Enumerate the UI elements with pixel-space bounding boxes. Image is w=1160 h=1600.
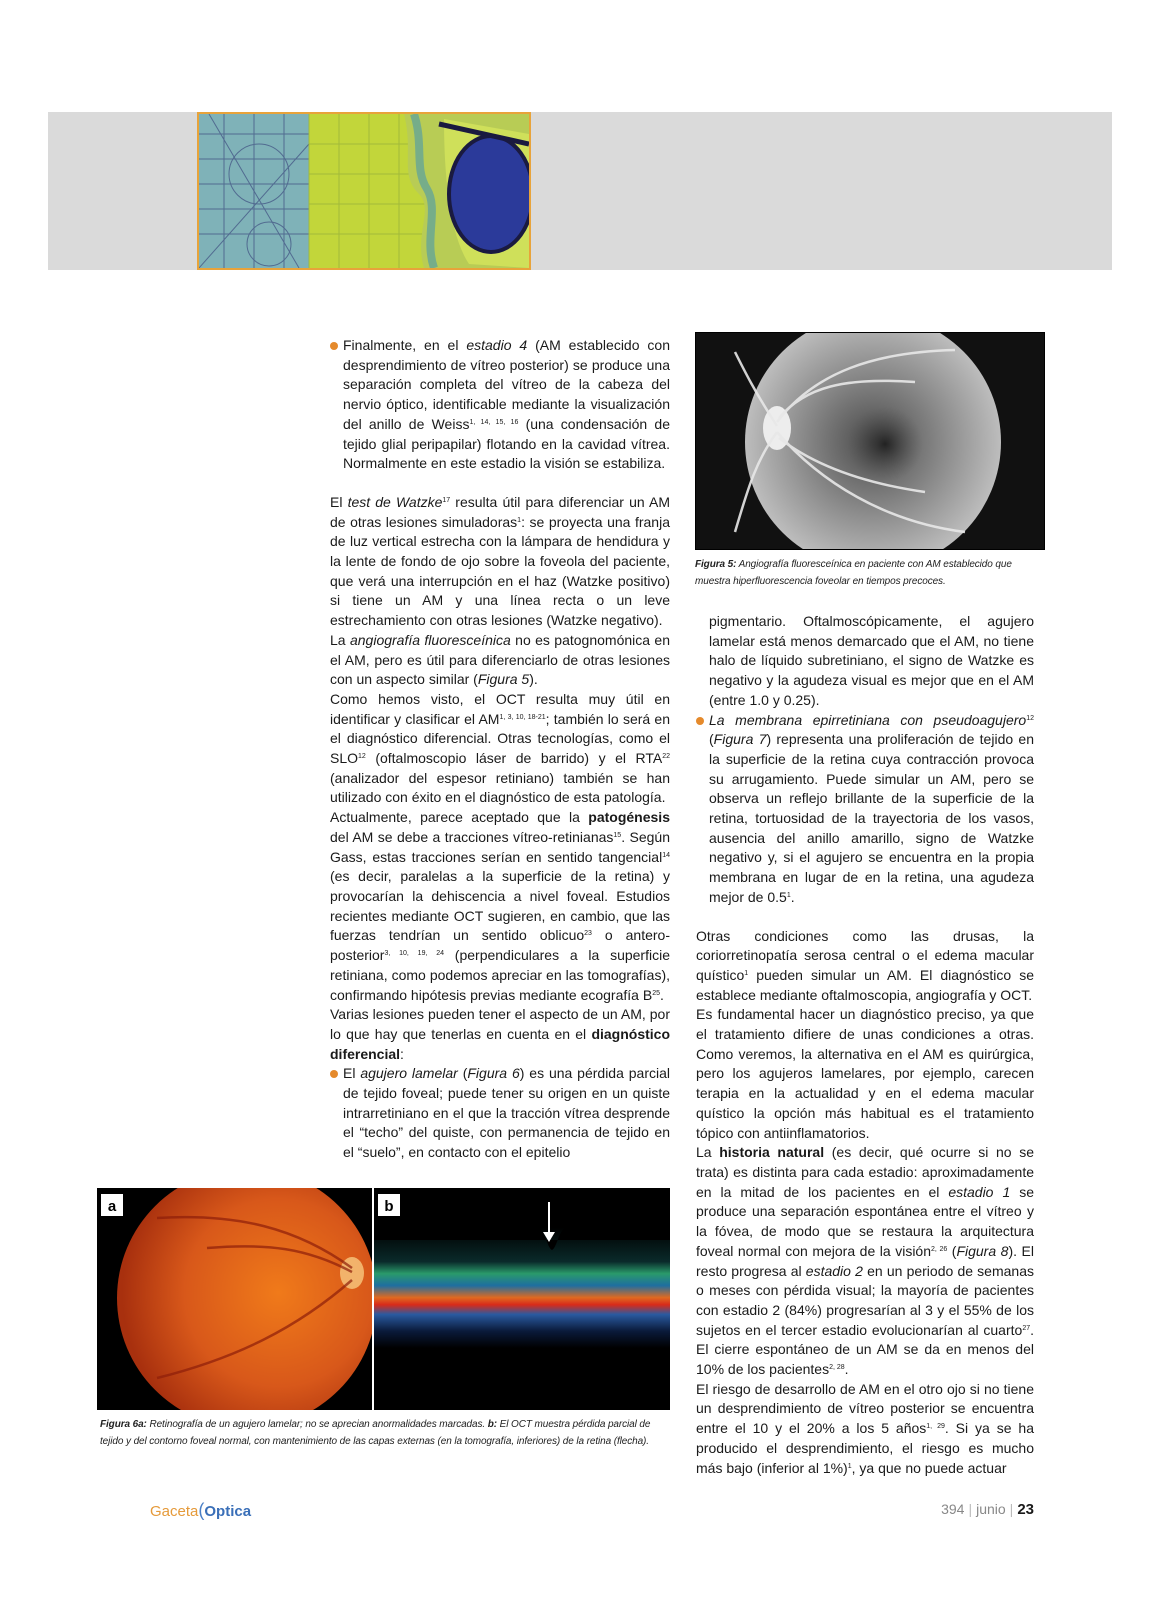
header-illustration [197, 112, 531, 270]
figure-5-image [695, 332, 1045, 550]
paragraph-differential-diagnosis: Varias lesiones pueden tener el aspecto de un AM, por lo que hay que tenerlas en cuenta en el diagnóstico diferencial: [330, 1006, 670, 1062]
left-column [330, 336, 670, 1163]
paragraph-lamellar-hole-continued: pigmentario. Oftalmoscópicamente, el agujero lamelar está menos demarcado que el AM, no tiene halo de líquido subretiniano, el signo de Watzke es negativo y la agudeza visual es mejor que en el AM (entre 1.0 y 0.25). [709, 613, 1034, 708]
paragraph-stage-4: Finalmente, en el estadio 4 (AM establecido con desprendimiento de vítreo posterior) se produce una separación completa del vítreo de la cabeza del nervio óptico, identificable mediante la visualización del anillo de Weiss$^{1, 14, 15, 16}$ (una condensación de tejido glial peripapilar) flotando en la cavidad vítrea. Normalmente en este estadio la visión se estabiliza. [330, 336, 670, 474]
figure-5-caption-text: Angiografía fluoresceínica en paciente con AM establecido que muestra hiperfluorescencia foveolar en tiempos precoces. [695, 559, 1012, 587]
paragraph-natural-history: La historia natural (es decir, qué ocurre si no se trata) es distinta para cada estadio: aproximadamente en la mitad de los pacientes en el estadio 1 se produce una separación espontánea entre el vítreo y la fóvea, de modo que se restaura la arquitectura foveal normal con mejora de la visión$^{2, 26}$ (Figura 8). El resto progresa al estadio 2 en un periodo de semanas o meses con pérdida visual; la mayoría de pacientes con estadio 2 (84%) progresarían al 3 y el 55% de los sujetos en el tercer estadio evolucionarían al cuarto$^{27}$. El cierre espontáneo de un AM se da en menos del 10% de los pacientes$^{2, 28}$. [696, 1144, 1034, 1378]
paragraph-pathogenesis: Actualmente, parece aceptado que la patogénesis del AM se debe a tracciones vítreo-retinianas$^{15}$. Según Gass, estas tracciones serían en sentido tangencial$^{14}$ (es decir, paralelas a la superficie de la retina) y provocarían la dehiscencia a nivel foveal. Estudios recientes mediante OCT sugieren, en cambio, que las fuerzas tendrían un sentido oblicuo$^{23}$ o antero-posterior$^{3, 10, 19, 24}$ (perpendiculares a la superficie retiniana, como podemos apreciar en las tomografías), confirmando hipótesis previas mediante ecografía $B^{25}$. [330, 809, 671, 1003]
footer-separator: | [968, 1501, 973, 1517]
paragraph-watzke-test: El test de Watzke$^{17}$ resulta útil para diferenciar un AM de otras lesiones simuladoras$^1$: se proyecta una franja de luz vertical estrecha con la lámpara de hendidura y la lente de fondo de ojo sobre la foveola del paciente, que verá una interrupción en el haz (Watzke positivo) si tiene un AM y una línea recta o un leve estrechamiento con otras lesiones (Watzke negativo). [330, 493, 671, 629]
paragraph-precise-diagnosis: Es fundamental hacer un diagnóstico preciso, ya que el tratamiento difiere de unas condiciones a otras. Como veremos, la alternativa en el AM es quirúrgica, pero los agujeros lamelares, por ejemplo, carecen terapia en la actualidad y en el edema macular quístico la opción más habitual es el tratamiento tópico con antiinflamatorios. [696, 1006, 1034, 1141]
footer-separator: | [1009, 1501, 1014, 1517]
figure-5-caption-label: Figura 5: [695, 559, 737, 570]
paragraph-epiretinal-membrane: La membrana epirretiniana con pseudoagujero$^{12}$ (Figura 7) representa una proliferación de tejido en la superficie de la retina cuya contracción provoca su arrugamiento. Puede simular un AM, pero se observa un reflejo brillante de la superficie de la retina, tortuosidad de la trayectoria de los vasos, ausencia del anillo amarillo, signo de Watzke negativo y, si el agujero se encuentra en la propia membrana en lugar de en la retina, una agudeza mejor de $0.5^1$. [696, 711, 1034, 908]
footer-brand-optica: Optica [204, 1503, 252, 1520]
figure-6-panel-b-label: b [384, 1198, 394, 1215]
page-number: 23 [1017, 1501, 1034, 1518]
header-illustration-graphic [199, 114, 529, 268]
paragraph-lamellar-hole: El agujero lamelar (Figura 6) es una pérdida parcial de tejido foveal; puede tener su origen en un quiste intrarretiniano en el que la tracción vítrea desprende el “techo” del quiste, con permanencia de tejido en el “suelo”, en contacto con el epitelio [330, 1064, 670, 1163]
figure-6-images [97, 1188, 670, 1410]
figure-6-caption-text-a: Retinografía de un agujero lamelar; no se aprecian anormalidades marcadas. [146, 1419, 488, 1430]
figure-6-caption-label-a: Figura 6a: [100, 1419, 147, 1430]
footer-month: junio [976, 1501, 1006, 1517]
figure-6-caption-label-b: b: [487, 1419, 497, 1430]
paragraph-risk-other-eye: El riesgo de desarrollo de AM en el otro ojo si no tiene un desprendimiento de vítreo posterior se encuentra entre el 10 y el 20% a los 5 años$^{1, 29}$. Si ya se ha producido el desprendimiento, el riesgo es mucho más bajo (inferior al 1%)$^1$, ya que no puede actuar [696, 1380, 1034, 1476]
figure-6-image [97, 1188, 670, 1410]
footer-brand-gaceta: Gaceta [150, 1503, 199, 1520]
figure-5-angiography [695, 332, 1045, 550]
figure-6-caption-text-b: El OCT muestra pérdida parcial de tejido y del contorno foveal normal, con mantenimiento de las capas externas (en la tomografía, inferiores) de la retina (flecha). [100, 1419, 651, 1447]
right-column [696, 612, 1034, 1478]
footer-issue: 394 [941, 1501, 965, 1517]
figure-5-caption [695, 556, 1047, 590]
footer-brand-paren: ( [198, 1500, 205, 1520]
paragraph-angiography: La angiografía fluoresceínica no es patognomónica en el AM, pero es útil para diferenciarlo de otras lesiones con un aspecto similar (Figura 5). [330, 631, 671, 688]
paragraph-other-conditions: Otras condiciones como las drusas, la coriorretinopatía serosa central o el edema macular quístico$^1$ pueden simular un AM. El diagnóstico se establece mediante oftalmoscopia, angiografía y OCT. [696, 927, 1034, 1003]
figure-6-caption [100, 1416, 674, 1450]
paragraph-oct: Como hemos visto, el OCT resulta muy útil en identificar y clasificar el AM$^{1, 3, 10, 18-21}$; también lo será en el diagnóstico diferencial. Otras tecnologías, como el SLO$^{12}$ (oftalmoscopio láser de barrido) y el RTA$^{22}$ (analizador del espesor retiniano) también se han utilizado con éxito en el diagnóstico de esta patología. [330, 690, 670, 806]
footer-brand-logo [150, 1500, 251, 1521]
figure-6-panel-a-label: a [107, 1198, 117, 1215]
footer-page-info [941, 1501, 1034, 1518]
